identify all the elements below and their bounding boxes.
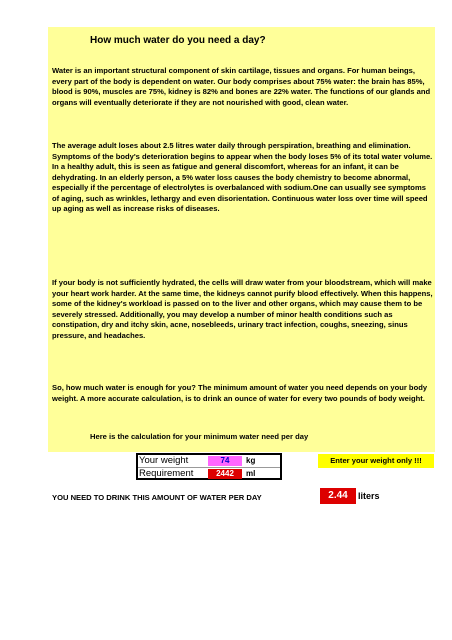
- paragraph-water-composition: Water is an important structural component of skin cartilage, tissues and organs. For human beings, every part of the body is dependent on water. Our body comprises about 75% water: the brain has 85%, blood is 90%, muscles are 75%, kidney is 82% and bones are 22% water. The functions of our glands and organs will eventually deteriorate if they are not nourished with good, clean water.: [52, 66, 431, 107]
- weight-label: Your weight: [139, 455, 189, 466]
- paragraph-dehydration-effects: If your body is not sufficiently hydrated, the cells will draw water from your bloodstream, which will make your heart work harder. At the same time, the kidneys cannot purify blood effectively. When this happens, some of the kidney's workload is passed on to the liver and other organs, which may cause them to be severely stressed. Additionally, you may develop a number of minor health conditions such as constipation, dry and itchy skin, acne, nosebleeds, urinary tract infection, coughs, sneezing, sinus pressure, and headaches.: [52, 278, 433, 340]
- page-title: How much water do you need a day?: [90, 35, 266, 46]
- paragraph-water-loss: The average adult loses about 2.5 litres water daily through perspiration, breathing and elimination. Symptoms of the body's deterioration begins to appear when the body loses 5% of its total water volume. In a healthy adult, this is seen as fatigue and general discomfort, whereas for an infant, it can be dehydrating. In an elderly person, a 5% water loss causes the body chemistry to become abnormal, especially if the percentage of electrolytes is overbalanced with sodium.One can usually see symptoms of aging, such as wrinkles, lethargy and even disorientation. Continuous water loss over time will speed up aging as well as increase risks of diseases.: [52, 141, 433, 213]
- result-label: YOU NEED TO DRINK THIS AMOUNT OF WATER PER DAY: [52, 493, 262, 502]
- weight-input[interactable]: 74: [208, 456, 242, 466]
- requirement-label: Requirement: [139, 468, 194, 479]
- weight-hint: Enter your weight only !!!: [318, 454, 434, 468]
- requirement-value: 2442: [208, 469, 242, 479]
- requirement-unit: ml: [246, 469, 256, 478]
- weight-row: [138, 455, 280, 467]
- weight-unit: kg: [246, 456, 256, 465]
- result-unit: liters: [358, 491, 380, 501]
- calculation-heading: Here is the calculation for your minimum water need per day: [90, 432, 309, 441]
- result-value: 2.44: [320, 488, 356, 504]
- paragraph-how-much-water: So, how much water is enough for you? The minimum amount of water you need depends on your body weight. A more accurate calculation, is to drink an ounce of water for every two pounds of body weight.: [52, 383, 428, 403]
- water-calculator: [136, 453, 282, 480]
- requirement-row: [138, 467, 280, 480]
